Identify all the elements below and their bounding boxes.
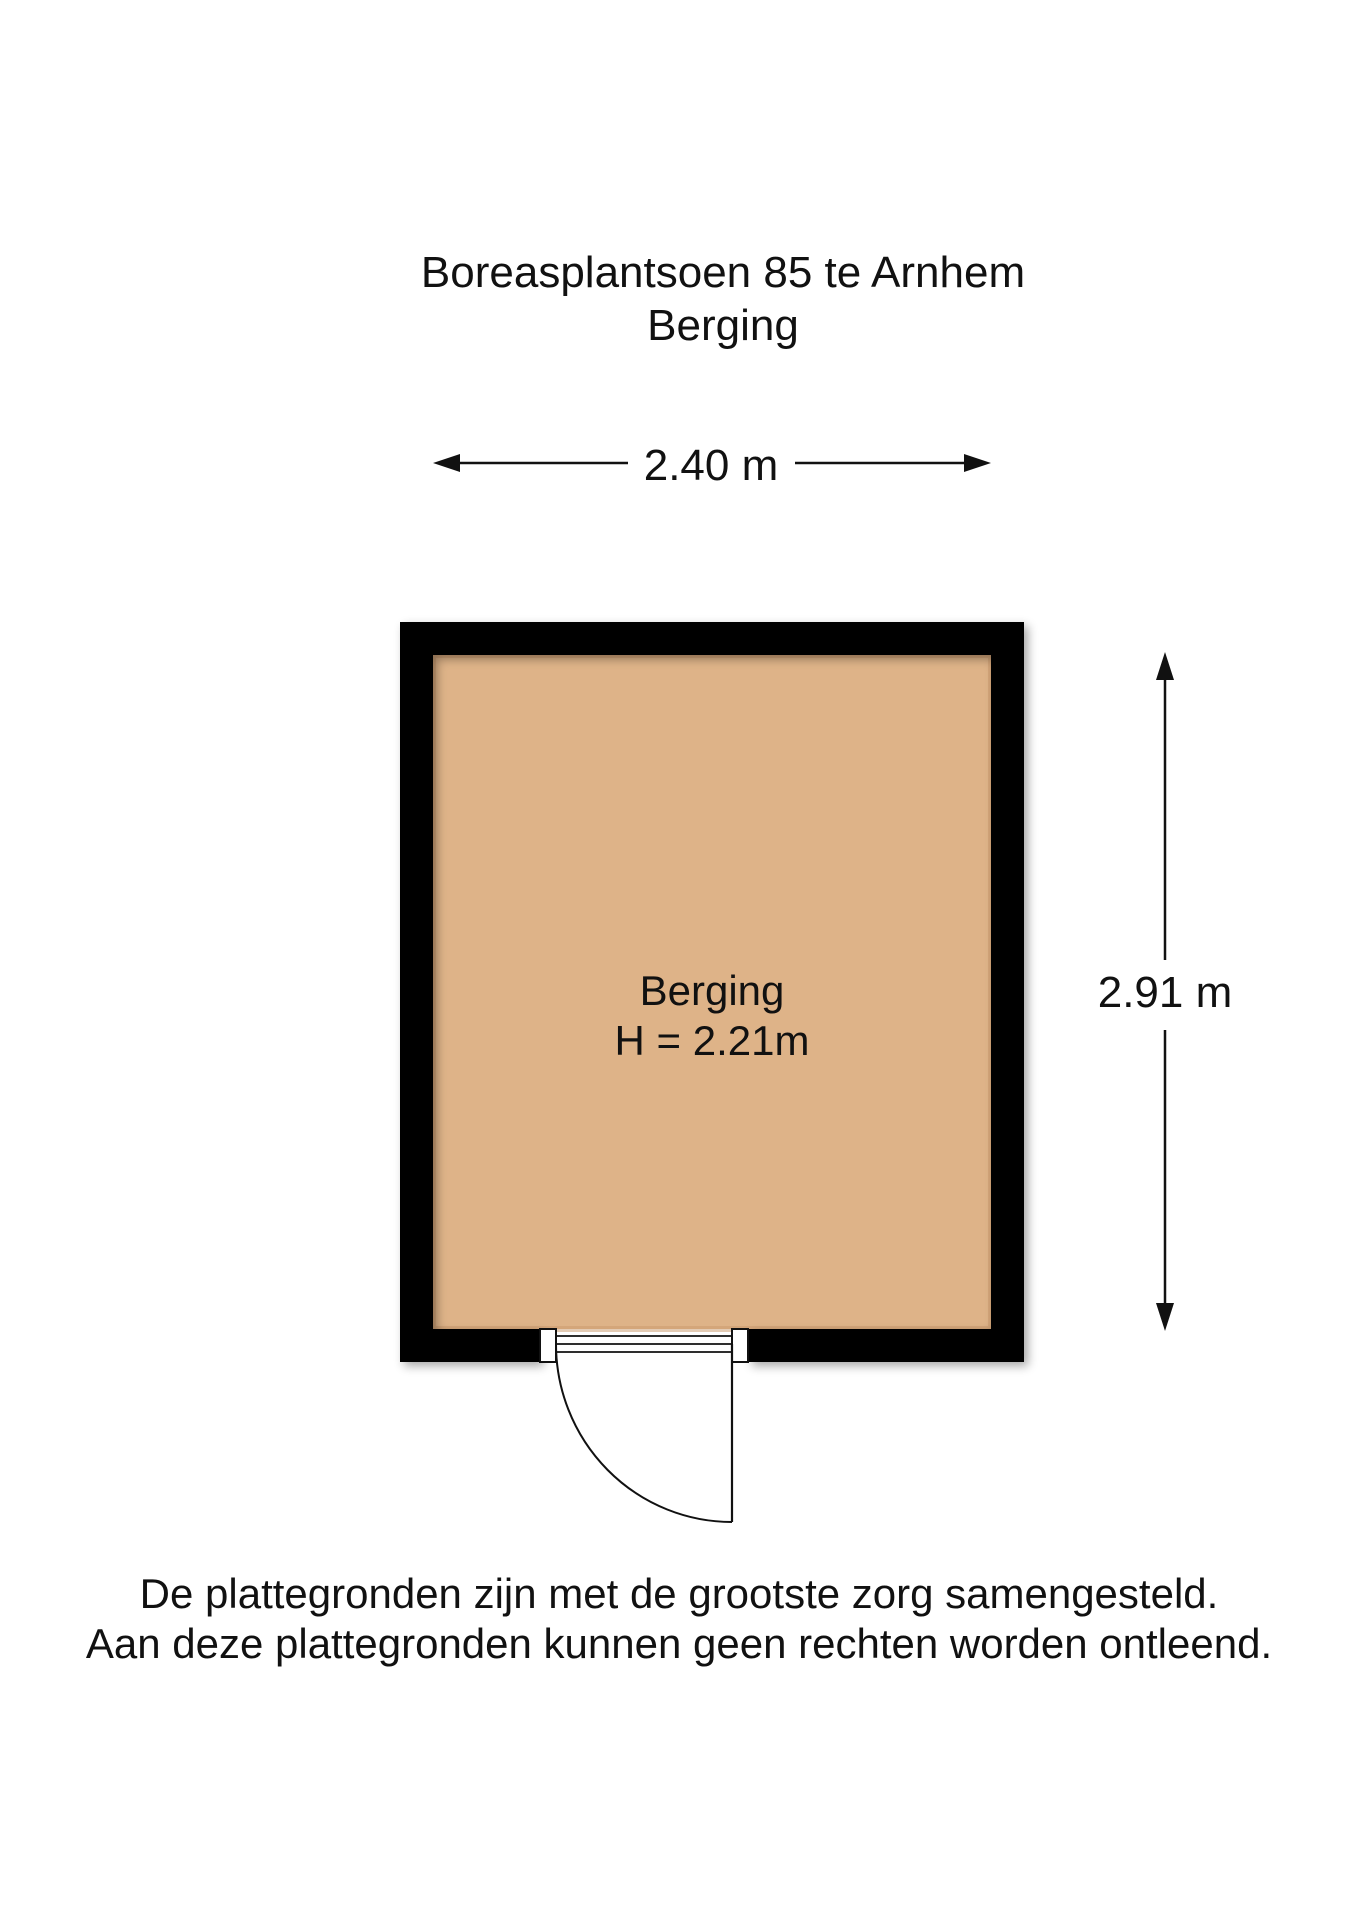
address-title: Boreasplantsoen 85 te Arnhem: [420, 248, 1026, 297]
wall-right: [991, 622, 1024, 1362]
arrow-right-icon: [964, 454, 991, 472]
height-dimension: [1098, 652, 1233, 1331]
wall-left: [400, 622, 433, 1362]
wall-top: [400, 622, 1024, 655]
door-swing-arc: [556, 1344, 732, 1522]
disclaimer-line-2: Aan deze plattegronden kunnen geen rechten worden ontleend.: [85, 1620, 1273, 1667]
wall-bottom-left: [400, 1329, 540, 1362]
width-dimension: [433, 441, 991, 490]
door-jamb-left: [540, 1329, 556, 1362]
wall-bottom-right: [748, 1329, 1024, 1362]
arrow-down-icon: [1156, 1303, 1174, 1331]
arrow-up-icon: [1156, 652, 1174, 680]
disclaimer-line-1: De plattegronden zijn met de grootste zorg samengesteld.: [139, 1570, 1219, 1617]
room-name: Berging: [639, 967, 785, 1014]
height-dimension-label: 2.91 m: [1097, 968, 1233, 1017]
door: [540, 1329, 748, 1522]
disclaimer: [0, 1569, 1358, 1669]
width-dimension-label: 2.40 m: [643, 441, 779, 490]
arrow-left-icon: [433, 454, 460, 472]
door-jamb-right: [732, 1329, 748, 1362]
floor-title: Berging: [647, 301, 799, 350]
room-ceiling-height: H = 2.21m: [614, 1017, 810, 1064]
